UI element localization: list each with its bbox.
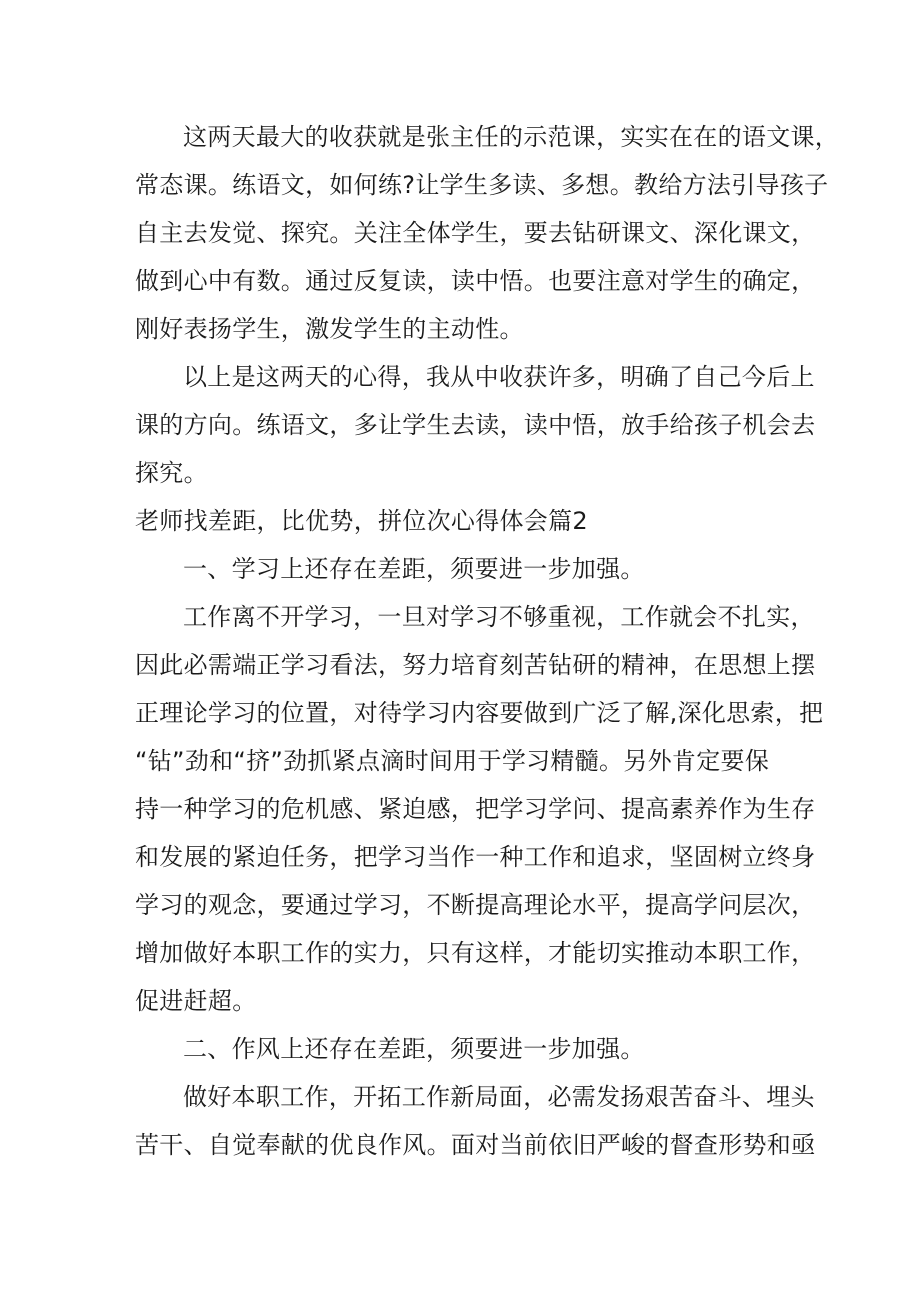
paragraph-2-line-3: 探究。: [135, 459, 208, 487]
paragraph-2-line-2: 课的方向。练语文，多让学生去读，读中悟，放手给孩子机会去: [135, 411, 816, 439]
paragraph-3-line-1: 工作离不开学习，一旦对学习不够重视，工作就会不扎实，: [183, 603, 815, 631]
paragraph-1-line-4: 做到心中有数。通过反复读，读中悟。也要注意对学生的确定，: [135, 267, 816, 295]
paragraph-4-line-1: 做好本职工作，开拓工作新局面，必需发扬艰苦奋斗、埋头: [183, 1083, 815, 1111]
section-heading: 老师找差距，比优势，拼位次心得体会篇2: [135, 507, 588, 535]
paragraph-4-line-2: 苦干、自觉奉献的优良作风。面对当前依旧严峻的督查形势和亟: [135, 1131, 816, 1159]
paragraph-3-line-2: 因此必需端正学习看法，努力培育刻苦钻研的精神，在思想上摆: [135, 651, 816, 679]
paragraph-1-line-1: 这两天最大的收获就是张主任的示范课，实实在在的语文课，: [183, 123, 840, 151]
paragraph-1-line-3: 自主去发觉、探究。关注全体学生，要去钻研课文、深化课文，: [135, 219, 816, 247]
paragraph-3-line-4: “钻”劲和“挤”劲抓紧点滴时间用于学习精髓。另外肯定要保: [135, 747, 770, 775]
paragraph-1-line-2: 常态课。练语文，如何练?让学生多读、多想。教给方法引导孩子: [135, 171, 829, 199]
paragraph-3-line-6: 和发展的紧迫任务，把学习当作一种工作和追求，坚固树立终身: [135, 843, 816, 871]
paragraph-3-line-9: 促进赶超。: [135, 987, 257, 1015]
subheading-2: 二、作风上还存在差距，须要进一步加强。: [183, 1035, 645, 1063]
paragraph-3-line-5: 持一种学习的危机感、紧迫感，把学习学问、提高素养作为生存: [135, 795, 816, 823]
paragraph-3-line-3: 正理论学习的位置，对待学习内容要做到广泛了解,深化思索，把: [135, 699, 824, 727]
paragraph-3-line-8: 增加做好本职工作的实力，只有这样，才能切实推动本职工作，: [135, 939, 816, 967]
paragraph-3-line-7: 学习的观念，要通过学习，不断提高理论水平，提高学问层次，: [135, 891, 816, 919]
paragraph-2-line-1: 以上是这两天的心得，我从中收获许多，明确了自己今后上: [183, 363, 815, 391]
subheading-1: 一、学习上还存在差距，须要进一步加强。: [183, 555, 645, 583]
paragraph-1-line-5: 刚好表扬学生，激发学生的主动性。: [135, 315, 524, 343]
